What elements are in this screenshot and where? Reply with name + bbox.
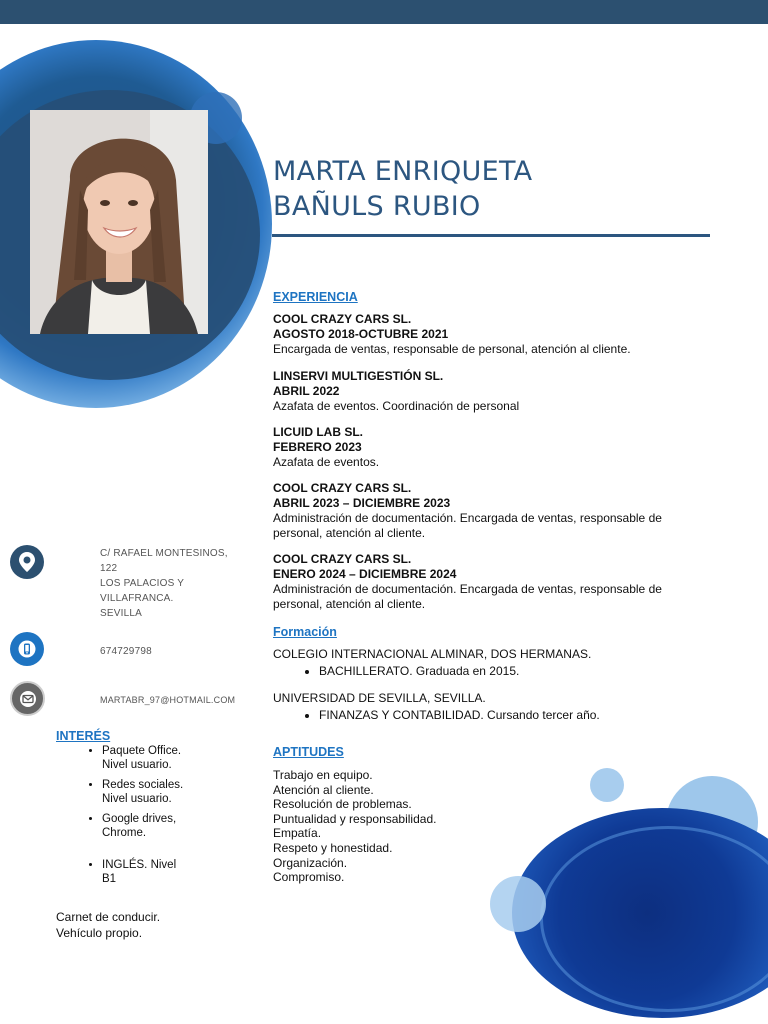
experience-item	[273, 552, 713, 612]
decorative-bubble	[490, 876, 546, 932]
name-line-1: MARTA ENRIQUETA	[273, 156, 533, 187]
interest-item	[102, 744, 236, 772]
education-item	[273, 691, 713, 723]
job-company: COOL CRAZY CARS SL.	[273, 552, 412, 566]
interest-line: Nivel usuario.	[102, 793, 172, 805]
aptitude-item: Compromiso.	[273, 870, 345, 885]
education-detail-list	[273, 664, 713, 679]
email-text[interactable]: MARTABR_97@HOTMAIL.COM	[100, 695, 236, 705]
address-text	[100, 546, 250, 621]
experience-item	[273, 369, 713, 414]
address-line: C/ RAFAEL MONTESINOS,	[100, 548, 228, 559]
address-line: VILLAFRANCA.	[100, 593, 174, 604]
job-company: LICUID LAB SL.	[273, 425, 363, 439]
job-description: Azafata de eventos.	[273, 455, 380, 469]
aptitude-item: Respeto y honestidad.	[273, 840, 393, 855]
education-detail-list	[273, 708, 713, 723]
interest-line: Chrome.	[102, 827, 147, 839]
job-description: Encargada de ventas, responsable de personal, atención al cliente.	[273, 342, 631, 356]
interest-line: Nivel usuario.	[102, 759, 172, 771]
experience-item	[273, 481, 713, 541]
interests-heading: INTERÉS	[56, 729, 111, 743]
aptitudes-heading: APTITUDES	[273, 745, 344, 759]
education-detail: • FINANZAS Y CONTABILIDAD. Cursando tercer año.	[319, 708, 713, 723]
job-period: FEBRERO 2023	[273, 440, 362, 454]
portrait-illustration	[30, 110, 208, 334]
address-line: 122	[100, 563, 118, 574]
interests-list	[56, 744, 236, 892]
extra-item: Carnet de conducir.	[56, 910, 161, 924]
job-company: LINSERVI MULTIGESTIÓN SL.	[273, 369, 444, 383]
education-institution: COLEGIO INTERNACIONAL ALMINAR, DOS HERMANAS.	[273, 647, 592, 661]
experience-item	[273, 425, 713, 470]
address-line: LOS PALACIOS Y	[100, 578, 185, 589]
job-description: Azafata de eventos. Coordinación de personal	[273, 399, 520, 413]
top-bar	[0, 0, 768, 24]
job-description: Administración de documentación. Encargada de ventas, responsable de personal, atención al cliente.	[273, 582, 662, 611]
job-period: ABRIL 2022	[273, 384, 340, 398]
job-description: Administración de documentación. Encargada de ventas, responsable de personal, atención al cliente.	[273, 511, 662, 540]
job-period: ENERO 2024 – DICIEMBRE 2024	[273, 567, 457, 581]
location-pin-icon	[10, 545, 44, 579]
aptitude-item: Organización.	[273, 855, 348, 870]
job-company: COOL CRAZY CARS SL.	[273, 481, 412, 495]
interest-item	[102, 858, 236, 886]
aptitudes-list	[273, 768, 436, 885]
email-icon	[10, 681, 45, 716]
education-institution: UNIVERSIDAD DE SEVILLA, SEVILLA.	[273, 691, 486, 705]
job-period: AGOSTO 2018-OCTUBRE 2021	[273, 327, 449, 341]
education-detail: • BACHILLERATO. Graduada en 2015.	[319, 664, 713, 679]
interest-line: B1	[102, 873, 117, 885]
aptitude-item: Puntualidad y responsabilidad.	[273, 811, 437, 826]
phone-text[interactable]: 674729798	[100, 646, 152, 657]
name-line-2: BAÑULS RUBIO	[273, 191, 481, 222]
interest-item	[102, 778, 236, 806]
education-item	[273, 647, 713, 679]
education-heading: Formación	[273, 625, 337, 639]
decorative-bubble	[590, 768, 624, 802]
aptitude-item: Atención al cliente.	[273, 782, 374, 797]
profile-photo	[30, 110, 208, 334]
interest-line: • Redes sociales.	[102, 779, 184, 791]
interest-line: • INGLÉS. Nivel	[102, 859, 177, 871]
aptitude-item: Trabajo en equipo.	[273, 768, 373, 782]
address-line: SEVILLA	[100, 608, 142, 619]
name-divider	[272, 234, 710, 237]
phone-icon	[10, 632, 44, 666]
extra-item: Vehículo propio.	[56, 925, 143, 940]
job-company: COOL CRAZY CARS SL.	[273, 312, 412, 326]
experience-heading: EXPERIENCIA	[273, 290, 358, 304]
interest-line: • Google drives,	[102, 813, 177, 825]
interest-line: • Paquete Office.	[102, 745, 182, 757]
aptitude-item: Empatía.	[273, 826, 322, 841]
job-period: ABRIL 2023 – DICIEMBRE 2023	[273, 496, 451, 510]
aptitude-item: Resolución de problemas.	[273, 797, 412, 812]
interest-item	[102, 812, 236, 840]
experience-item	[273, 312, 713, 357]
extras-block	[56, 910, 160, 941]
